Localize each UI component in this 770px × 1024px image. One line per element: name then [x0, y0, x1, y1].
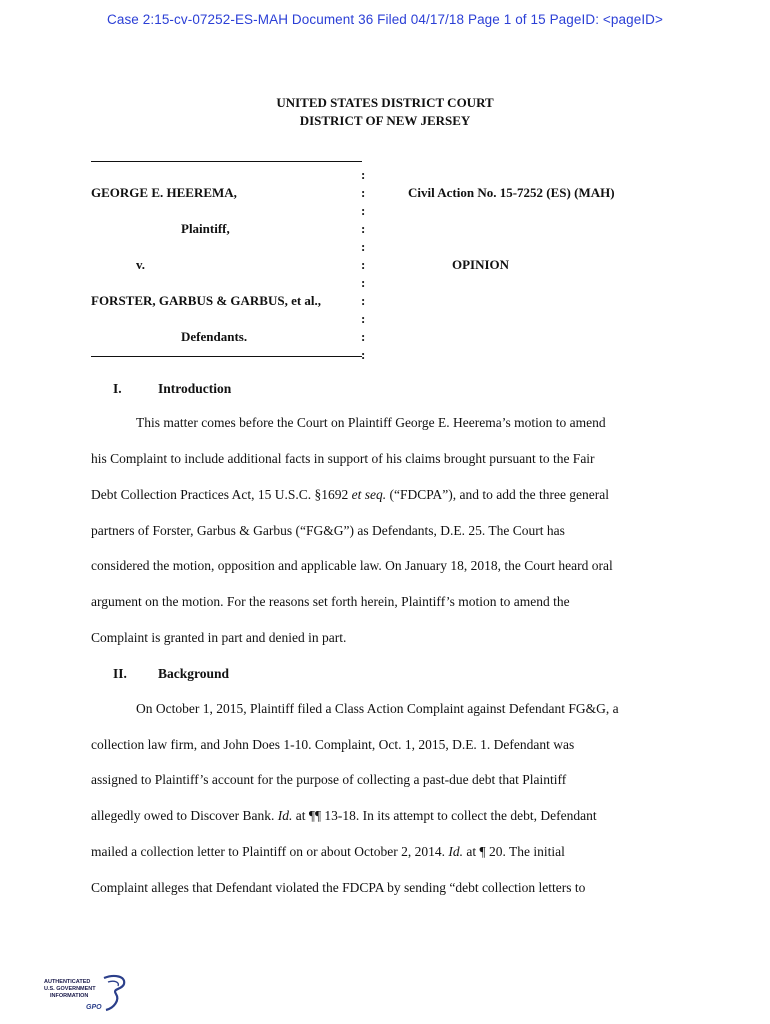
- plaintiff-role: Plaintiff,: [181, 221, 230, 236]
- paragraph-line: assigned to Plaintiff’s account for the purpose of collecting a past-due debt that Plaintiff: [91, 772, 567, 787]
- ecf-header-stamp: Case 2:15-cv-07252-ES-MAH Document 36 Filed 04/17/18 Page 1 of 15 PageID: <pageID>: [106, 12, 664, 27]
- caption-colon: :: [361, 203, 366, 218]
- text-run: allegedly owed to Discover Bank.: [91, 808, 275, 823]
- caption-top-rule: [91, 161, 362, 162]
- paragraph-line: partners of Forster, Garbus & Garbus (“FG&G”) as Defendants, D.E. 25. The Court has: [91, 523, 565, 538]
- paragraph-line: his Complaint to include additional facts in support of his claims brought pursuant to the Fair: [91, 451, 595, 466]
- caption-colon: :: [361, 347, 366, 362]
- civil-action-number: Civil Action No. 15-7252 (ES) (MAH): [408, 185, 615, 200]
- italic-citation: Id.: [448, 844, 464, 859]
- text-run: at ¶¶ 13-18. In its attempt to collect the debt, Defendant: [295, 808, 597, 823]
- paragraph-line: argument on the motion. For the reasons set forth herein, Plaintiff’s motion to amend the: [91, 594, 570, 609]
- seal-line-1: AUTHENTICATED: [44, 979, 91, 985]
- defendant-name: FORSTER, GARBUS & GARBUS, et al.,: [91, 293, 322, 308]
- gpo-eagle-icon: [42, 972, 132, 1016]
- paragraph-line: [91, 808, 597, 824]
- seal-line-3: INFORMATION: [50, 993, 89, 999]
- caption-colon: :: [361, 293, 366, 308]
- paragraph-line: collection law firm, and John Does 1-10. Complaint, Oct. 1, 2015, D.E. 1. Defendant was: [91, 737, 575, 752]
- paragraph-line: Complaint alleges that Defendant violated the FDCPA by sending “debt collection letters to: [91, 880, 586, 895]
- paragraph-line: Complaint is granted in part and denied in part.: [91, 630, 347, 645]
- paragraph-line: [91, 844, 565, 860]
- paragraph-line: This matter comes before the Court on Plaintiff George E. Heerema’s motion to amend: [136, 415, 606, 430]
- italic-citation: et seq.: [351, 487, 387, 502]
- text-run: at ¶ 20. The initial: [466, 844, 565, 859]
- section-1-title: Introduction: [158, 381, 232, 396]
- court-name: [0, 94, 770, 130]
- caption-colon: :: [361, 239, 366, 254]
- caption-bottom-rule: [91, 356, 362, 357]
- caption-colon: :: [361, 257, 366, 272]
- seal-line-2: U.S. GOVERNMENT: [44, 986, 96, 992]
- caption-colon: :: [361, 221, 366, 236]
- caption-colon: :: [361, 185, 366, 200]
- plaintiff-name: GEORGE E. HEEREMA,: [91, 185, 237, 200]
- document-type: OPINION: [452, 257, 510, 272]
- court-line-1: UNITED STATES DISTRICT COURT: [276, 95, 494, 110]
- section-1-number: I.: [113, 381, 122, 396]
- caption-colon: :: [361, 329, 366, 344]
- paragraph-line: [91, 487, 609, 503]
- defendant-role: Defendants.: [181, 329, 248, 344]
- caption-colon: :: [361, 167, 366, 182]
- text-run: Debt Collection Practices Act, 15 U.S.C. §1692: [91, 487, 349, 502]
- section-2-number: II.: [113, 666, 127, 681]
- caption-colon: :: [361, 275, 366, 290]
- versus: v.: [136, 257, 146, 272]
- paragraph-line: On October 1, 2015, Plaintiff filed a Class Action Complaint against Defendant FG&G, a: [136, 701, 619, 716]
- court-line-2: DISTRICT OF NEW JERSEY: [299, 113, 471, 128]
- text-run: (“FDCPA”), and to add the three general: [389, 487, 610, 502]
- section-2-title: Background: [158, 666, 230, 681]
- italic-citation: Id.: [277, 808, 293, 823]
- text-run: mailed a collection letter to Plaintiff on or about October 2, 2014.: [91, 844, 446, 859]
- gpo-authentication-seal: [42, 972, 132, 1016]
- seal-mark: GPO: [86, 1004, 102, 1011]
- paragraph-line: considered the motion, opposition and applicable law. On January 18, 2018, the Court heard oral: [91, 558, 613, 573]
- caption-colon: :: [361, 311, 366, 326]
